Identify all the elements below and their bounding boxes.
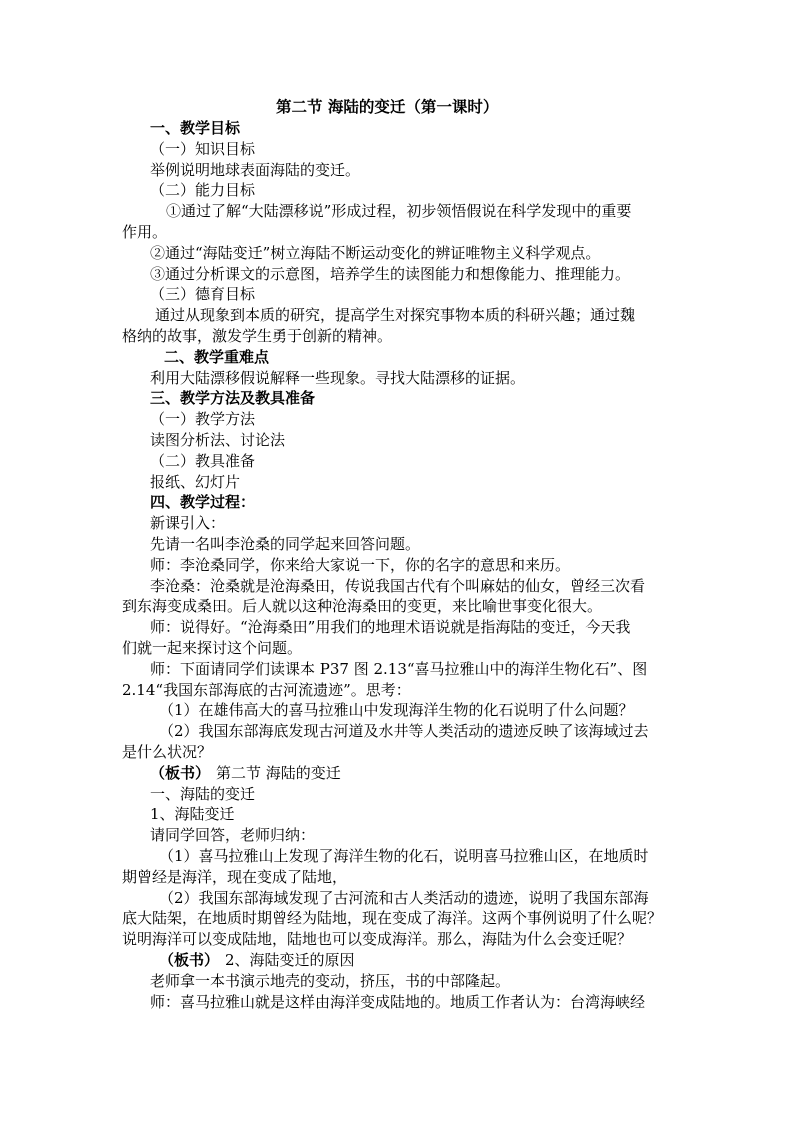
line-text: （一）教学方法 [150,410,256,429]
line-text: 利用大陆漂移假说解释一些现象。寻找大陆漂移的证据。 [150,368,526,387]
line-text: （二）能力目标 [150,181,256,200]
line-text: 师：喜马拉雅山就是这样由海洋变成陆地的。地质工作者认为：台湾海峡经 [150,992,646,1011]
line-text: 举例说明地球表面海陆的变迁。 [150,160,361,179]
line-text: 是什么状况？ [122,743,213,761]
line-text: 师：李沧桑同学，你来给大家说一下，你的名字的意思和来历。 [150,555,571,574]
text-line [150,472,240,492]
line-text: 一、海陆的变迁 [150,784,256,803]
section-heading [164,347,269,367]
line-text: 师：说得好。“沧海桑田”用我们的地理术语说就是指海陆的变迁，今天我 [150,618,631,637]
text-line [150,264,630,284]
text-line [122,596,602,616]
line-text: 作用。 [122,223,168,241]
line-text: （1）喜马拉雅山上发现了海洋生物的化石，说明喜马拉雅山区，在地质时 [159,847,649,865]
text-line [159,721,649,741]
line-text: 读图分析法、讨论法 [150,431,286,449]
line-text: （一）知识目标 [150,139,256,158]
section-heading [159,950,355,970]
line-text: （1）在雄伟高大的喜马拉雅山中发现海洋生物的化石说明了什么问题？ [159,701,634,720]
text-line [122,929,632,949]
line-text: 说明海洋可以变成陆地，陆地也可以变成海洋。那么，海陆为什么会变迁呢？ [122,930,633,949]
line-text: 1、海陆变迁 [150,805,235,824]
line-text: （三）德育目标 [150,285,256,304]
bold-label: 三、教学方法及教具准备 [150,389,316,408]
text-line [150,659,647,679]
line-text: 格纳的故事，激发学生勇于创新的精神。 [122,327,393,345]
line-text: 报纸、幻灯片 [150,472,241,491]
line-text: 通过从现象到本质的研究，提高学生对探究事物本质的科研兴趣；通过魏 [155,306,636,325]
text-line [150,180,255,200]
text-line [122,638,302,658]
text-line [122,222,167,242]
line-text: 李沧桑：沧桑就是沧海桑田，传说我国古代有个叫麻姑的仙女，曾经三次看 [150,576,646,595]
line-text: 2、海陆变迁的原因 [225,951,355,969]
text-line [122,326,392,346]
text-line [150,243,600,263]
line-text: 第二节 海陆的变迁 [216,763,341,782]
text-line [122,742,212,762]
text-line [150,160,360,180]
bold-label: 二、教学重难点 [164,347,270,366]
text-line [155,305,635,325]
page-title: 第二节 海陆的变迁（第一课时） [276,97,499,116]
text-line [122,680,411,700]
text-line [150,284,255,304]
line-text: 师：下面请同学们读课本 P37 图 2.13“喜马拉雅山中的海洋生物化石”、图 [150,659,648,678]
text-line [159,888,649,908]
text-line [122,908,662,928]
text-line [150,971,510,991]
line-text: 2.14“我国东部海底的古河流遗迹”。思考： [122,680,411,699]
line-text: ②通过“海陆变迁”树立海陆不断运动变化的辨证唯物主义科学观点。 [150,243,601,262]
text-line [150,534,420,554]
text-line [150,992,645,1012]
line-text: ①通过了解“大陆漂移说”形成过程，初步领悟假说在科学发现中的重要 [166,202,632,221]
line-text: 们就一起来探讨这个问题。 [122,639,303,657]
bold-label: 一、教学目标 [150,119,241,137]
text-line [150,617,630,637]
bold-label: （板书） [159,951,220,969]
text-line [150,784,255,804]
bold-label: （板书） [150,763,211,782]
line-text: 新课引入： [150,514,226,533]
section-heading [150,763,341,783]
text-line [150,430,285,450]
text-line [122,867,347,887]
text-line [150,804,235,824]
line-text: （2）我国东部海底发现古河道及水井等人类活动的遗迹反映了该海域过去 [159,722,649,741]
line-text: 老师拿一本书演示地壳的变动，挤压，书的中部隆起。 [150,971,511,990]
section-heading [150,388,315,408]
text-line [150,409,255,429]
text-line [150,555,570,575]
section-heading [150,118,240,138]
text-line [159,846,649,866]
text-line [150,513,225,533]
line-text: 期曾经是海洋，现在变成了陆地， [122,867,348,886]
line-text: ③通过分析课文的示意图，培养学生的读图能力和想像能力、推理能力。 [150,264,631,283]
section-heading [150,492,255,512]
text-line [159,700,634,720]
line-text: 请同学回答，老师归纳： [150,826,316,845]
line-text: 到东海变成桑田。后人就以这种沧海桑田的变更，来比喻世事变化很大。 [122,597,603,616]
text-line [150,139,255,159]
text-line [166,201,631,221]
line-text: 底大陆架，在地质时期曾经为陆地，现在变成了海洋。这两个事例说明了什么呢？ [122,909,663,928]
text-line [150,825,315,845]
bold-label: 四、教学过程： [150,493,256,512]
line-text: （二）教具准备 [150,451,256,470]
line-text: （2）我国东部海域发现了古河流和古人类活动的遗迹，说明了我国东部海 [159,888,649,907]
text-line [150,451,255,471]
line-text: 先请一名叫李沧桑的同学起来回答问题。 [150,535,421,553]
text-line [150,576,645,596]
text-line [150,368,525,388]
